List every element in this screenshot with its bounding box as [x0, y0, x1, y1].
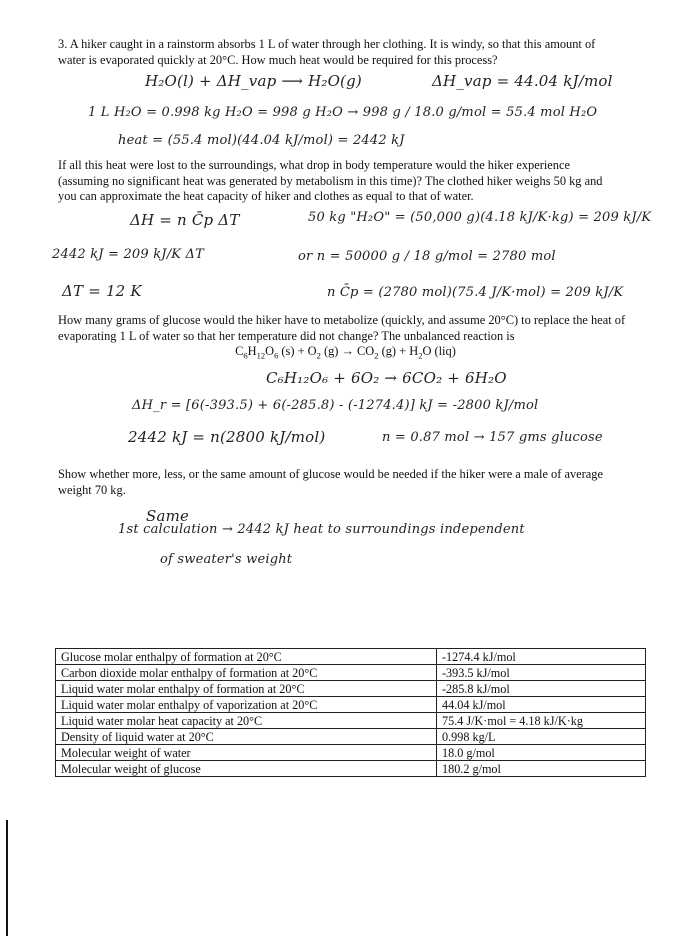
- property-cell: Liquid water molar heat capacity at 20°C: [56, 713, 437, 729]
- table-row: [56, 761, 646, 777]
- table-row: [56, 681, 646, 697]
- value-cell: 44.04 kJ/mol: [437, 697, 646, 713]
- property-cell: Carbon dioxide molar enthalpy of formation at 20°C: [56, 665, 437, 681]
- handwritten-temperature-equation: 2442 kJ = 209 kJ/K ΔT: [52, 247, 204, 262]
- data-table: [55, 648, 646, 777]
- value-cell: -1274.4 kJ/mol: [437, 649, 646, 665]
- handwritten-enthalpy-value: ΔH_vap = 44.04 kJ/mol: [432, 72, 613, 90]
- handwritten-balanced-reaction: C₆H₁₂O₆ + 6O₂ → 6CO₂ + 6H₂O: [266, 369, 507, 387]
- property-cell: Molecular weight of water: [56, 745, 437, 761]
- handwritten-heat-capacity-equation: ΔH = n C̄p ΔT: [130, 211, 240, 229]
- handwritten-explanation-line-1: 1st calculation → 2442 kJ heat to surroundings independent: [118, 522, 525, 537]
- property-cell: Glucose molar enthalpy of formation at 20°C: [56, 649, 437, 665]
- handwritten-moles-calc: 1 L H₂O = 0.998 kg H₂O = 998 g H₂O → 998 g / 18.0 g/mol = 55.4 mol H₂O: [88, 105, 598, 120]
- handwritten-glucose-result: n = 0.87 mol → 157 gms glucose: [382, 430, 603, 445]
- property-cell: Molecular weight of glucose: [56, 761, 437, 777]
- handwritten-reaction-enthalpy: ΔH_r = [6(-393.5) + 6(-285.8) - (-1274.4)] kJ = -2800 kJ/mol: [132, 398, 539, 413]
- table-row: [56, 697, 646, 713]
- handwritten-glucose-equation: 2442 kJ = n(2800 kJ/mol): [128, 428, 326, 446]
- handwritten-heat-capacity-alternative: n C̄p = (2780 mol)(75.4 J/K·mol) = 209 kJ/K: [327, 285, 624, 300]
- question-part-1: 3. A hiker caught in a rainstorm absorbs 1 L of water through her clothing. It is windy, so that this amount of water is evaporated quickly at 20°C. How much heat would be required for this process?: [58, 37, 596, 67]
- property-cell: Liquid water molar enthalpy of formation at 20°C: [56, 681, 437, 697]
- table-row: [56, 649, 646, 665]
- handwritten-heat-calc: heat = (55.4 mol)(44.04 kJ/mol) = 2442 kJ: [118, 133, 405, 148]
- value-cell: -285.8 kJ/mol: [437, 681, 646, 697]
- question-part-4: Show whether more, less, or the same amount of glucose would be needed if the hiker were a male of average weight 70 kg.: [58, 467, 603, 497]
- value-cell: 75.4 J/K·mol = 4.18 kJ/K·kg: [437, 713, 646, 729]
- question-part-3: How many grams of glucose would the hiker have to metabolize (quickly, and assume 20°C) to replace the heat of evaporating 1 L of water so that her temperature did not change? The unbalanced reaction is: [58, 313, 626, 343]
- handwritten-vaporization-equation: H₂O(l) + ΔH_vap ⟶ H₂O(g): [145, 72, 362, 90]
- table-row: [56, 665, 646, 681]
- margin-line: [6, 820, 8, 936]
- table-row: [56, 745, 646, 761]
- table-row: [56, 729, 646, 745]
- handwritten-moles-alternative: or n = 50000 g / 18 g/mol = 2780 mol: [298, 249, 556, 264]
- property-cell: Liquid water molar enthalpy of vaporization at 20°C: [56, 697, 437, 713]
- unbalanced-reaction: $C_6H_{12}O_6$ $(s) + O_2$ $(g) \to CO_2$ $(g) + H_2O$ (liq): [235, 344, 456, 361]
- question-part-2: If all this heat were lost to the surroundings, what drop in body temperature would the hiker experience (assuming no significant heat was generated by metabolism in this time)? The clothed hiker weighs 50 kg and you can approximate the heat capacity of hiker and clothes as equal to that of water.: [58, 158, 603, 203]
- value-cell: 180.2 g/mol: [437, 761, 646, 777]
- table-row: [56, 713, 646, 729]
- value-cell: 0.998 kg/L: [437, 729, 646, 745]
- handwritten-answer-same: Same: [146, 507, 190, 525]
- handwritten-heat-capacity-calc: 50 kg "H₂O" = (50,000 g)(4.18 kJ/K·kg) = 209 kJ/K: [308, 210, 652, 225]
- value-cell: -393.5 kJ/mol: [437, 665, 646, 681]
- property-cell: Density of liquid water at 20°C: [56, 729, 437, 745]
- handwritten-explanation-line-2: of sweater's weight: [160, 552, 293, 567]
- value-cell: 18.0 g/mol: [437, 745, 646, 761]
- handwritten-temperature-drop: ΔT = 12 K: [62, 282, 142, 300]
